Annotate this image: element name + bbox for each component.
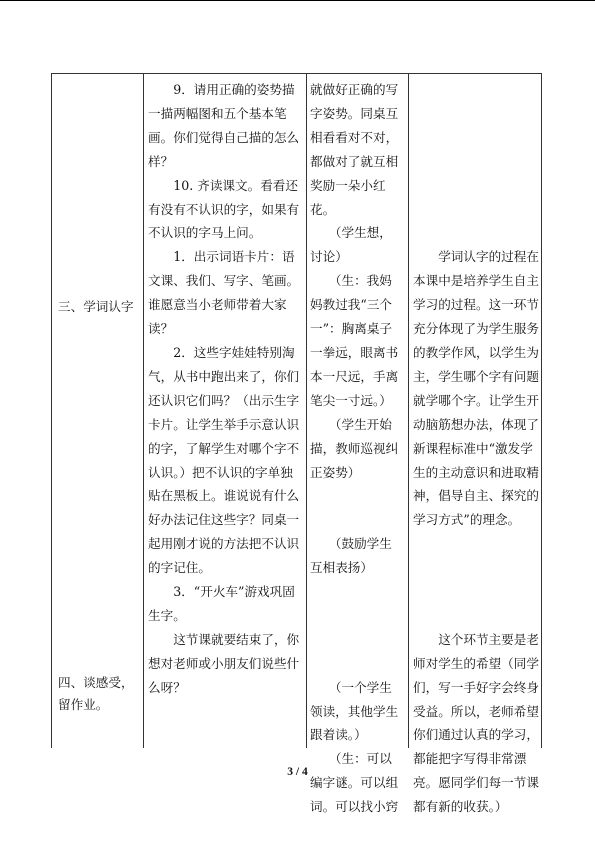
teacher-text-line: 气，从书中跑出来了，你们 <box>148 368 300 384</box>
student-text-line: 相看看对不对， <box>310 129 399 145</box>
student-text-line: 花。 <box>310 201 336 217</box>
teacher-text-line: 认识。）把不认识的字单独 <box>148 464 293 480</box>
student-text-line: 讨论） <box>310 249 348 265</box>
teacher-text-line: 么呀？ <box>148 679 186 695</box>
student-text-line: 本一尺远，手离 <box>310 368 399 384</box>
student-text-line: （一个学生 <box>310 679 392 695</box>
intent-text-line: 的教学作风，以学生为 <box>413 344 539 360</box>
teacher-text-line: 贴在黑板上。谁说说有什么 <box>148 488 300 504</box>
intent-text-line: 就学哪个字。让学生开 <box>413 392 539 408</box>
teacher-text-line: 还认识它们吗？（出示生字 <box>148 392 300 408</box>
student-text-line <box>310 484 406 508</box>
intent-text-line: 本课中是培养学生自主 <box>413 273 539 289</box>
teacher-text-line: 好办法记住这些字？同桌一 <box>148 512 300 528</box>
teacher-text-line: 文课、我们、写字、笔画。 <box>148 273 300 289</box>
teacher-text-line: 样？ <box>148 153 174 169</box>
student-text-line: 描，教师巡视纠 <box>310 440 399 456</box>
student-text-line: 就做好正确的写 <box>310 82 399 97</box>
student-text-line: 一拳远，眼离书 <box>310 344 399 360</box>
student-text-line: 互相表扬） <box>310 560 373 576</box>
teacher-text-line: 9．请用正确的姿势描 <box>148 82 295 97</box>
table-column-divider <box>143 73 144 748</box>
teacher-text-line: 一描两幅图和五个基本笔 <box>148 105 287 121</box>
intent-text-line <box>413 221 539 245</box>
intent-text-line <box>413 174 539 198</box>
design-intent-column <box>413 78 539 819</box>
table-column-divider <box>408 73 409 748</box>
teacher-text-line: 的字记住。 <box>148 560 211 576</box>
intent-text-line: 都有新的收获。） <box>413 799 508 815</box>
student-text-line: 编字谜。可以组 <box>310 775 399 791</box>
teacher-text-line: 不认识的字马上问。 <box>148 225 262 241</box>
teacher-text-line: 读？ <box>148 321 174 337</box>
teacher-text-line: 有没有不认识的字，如果有 <box>148 201 300 217</box>
teacher-text-line: 生字。 <box>148 607 186 623</box>
teacher-text-line: 10. 齐读课文。看看还 <box>148 177 298 193</box>
student-text-line <box>310 604 406 628</box>
student-text-line: 正姿势） <box>310 464 361 480</box>
student-text-line: 奖励一朵小红 <box>310 177 386 193</box>
teacher-text-line: 想对老师或小朋友们说些什 <box>148 655 300 671</box>
student-text-line: （生：可以 <box>310 751 392 767</box>
student-text-line <box>310 628 406 652</box>
table-column-divider <box>541 73 542 748</box>
teacher-text-line: 3．“开火车”游戏巩固 <box>148 584 295 600</box>
intent-text-line: 受益。所以，老师希望 <box>413 703 539 719</box>
student-text-line: 领读，其他学生 <box>310 703 399 719</box>
student-text-line: （生：我妈 <box>310 273 392 289</box>
intent-text-line <box>413 604 539 628</box>
student-text-line: 跟着读。） <box>310 727 367 743</box>
intent-text-line: 师对学生的希望（同学 <box>413 655 539 671</box>
student-text-line: 笔尖一寸远。） <box>310 392 392 408</box>
intent-text-line: 这个环节主要是老 <box>413 631 539 647</box>
student-text-line: 妈教过我“三个 <box>310 297 393 313</box>
stage-label-reflection-line1: 四、谈感受， <box>58 675 134 690</box>
student-text-line <box>310 652 406 676</box>
teacher-text-line: 画。你们觉得自己描的怎么 <box>148 129 300 145</box>
intent-text-line: 你们通过认真的学习， <box>413 727 539 743</box>
intent-text-line <box>413 102 539 126</box>
teacher-text-line: 2．这些字娃娃特别淘 <box>148 344 295 360</box>
teacher-text-line: 谁愿意当小老师带着大家 <box>148 297 287 313</box>
intent-text-line: 生的主动意识和进取精 <box>413 464 539 480</box>
student-text-line: （鼓励学生 <box>310 536 392 552</box>
student-text-line: 词。可以找小窍 <box>310 799 399 815</box>
page-number: 3 / 4 <box>287 766 308 778</box>
student-text-line: （学生想， <box>310 225 392 241</box>
intent-text-line <box>413 78 539 102</box>
intent-text-line: 们，写一手好字会终身 <box>413 679 539 695</box>
intent-text-line: 学习的过程。这一环节 <box>413 297 539 313</box>
intent-text-line: 充分体现了为学生服务 <box>413 321 539 337</box>
teacher-text-line: 1．出示词语卡片：语 <box>148 249 295 265</box>
intent-text-line: 学习方式”的理念。 <box>413 512 521 528</box>
table-column-divider <box>306 73 307 748</box>
intent-text-line: 主，学生哪个字有问题 <box>413 368 539 384</box>
student-text-line <box>310 580 406 604</box>
intent-text-line: 动脑筋想办法，体现了 <box>413 416 539 432</box>
stage-label-reflection-line2: 留作业。 <box>58 697 109 712</box>
student-text-line: 都做对了就互相 <box>310 153 399 169</box>
intent-text-line: 学词认字的过程在 <box>413 249 539 265</box>
intent-text-line <box>413 150 539 174</box>
teacher-text-line: 的字，了解学生对哪个字不 <box>148 440 300 456</box>
intent-text-line <box>413 556 539 580</box>
intent-text-line <box>413 198 539 222</box>
teacher-text-line: 卡片。让学生举手示意认识 <box>148 416 300 432</box>
student-activity-column <box>310 78 406 819</box>
intent-text-line <box>413 126 539 150</box>
teacher-activity-column <box>148 78 304 700</box>
intent-text-line: 亮。愿同学们每一节课 <box>413 775 539 791</box>
page-top-rule <box>0 0 595 1</box>
teacher-text-line: 起用刚才说的方法把不认识 <box>148 536 300 552</box>
teacher-text-line: 这节课就要结束了，你 <box>148 631 300 647</box>
student-text-line <box>310 508 406 532</box>
student-text-line: 一”：胸离桌子 <box>310 321 393 337</box>
intent-text-line: 神，倡导自主、探究的 <box>413 488 539 504</box>
intent-text-line <box>413 532 539 556</box>
student-text-line: 字姿势。同桌互 <box>310 105 399 121</box>
student-text-line: （学生开始 <box>310 416 392 432</box>
stage-label-word-learning: 三、学词认字 <box>58 299 134 314</box>
intent-text-line <box>413 580 539 604</box>
intent-text-line: 都能把字写得非常漂 <box>413 751 527 767</box>
intent-text-line: 新课程标准中“激发学 <box>413 440 533 456</box>
